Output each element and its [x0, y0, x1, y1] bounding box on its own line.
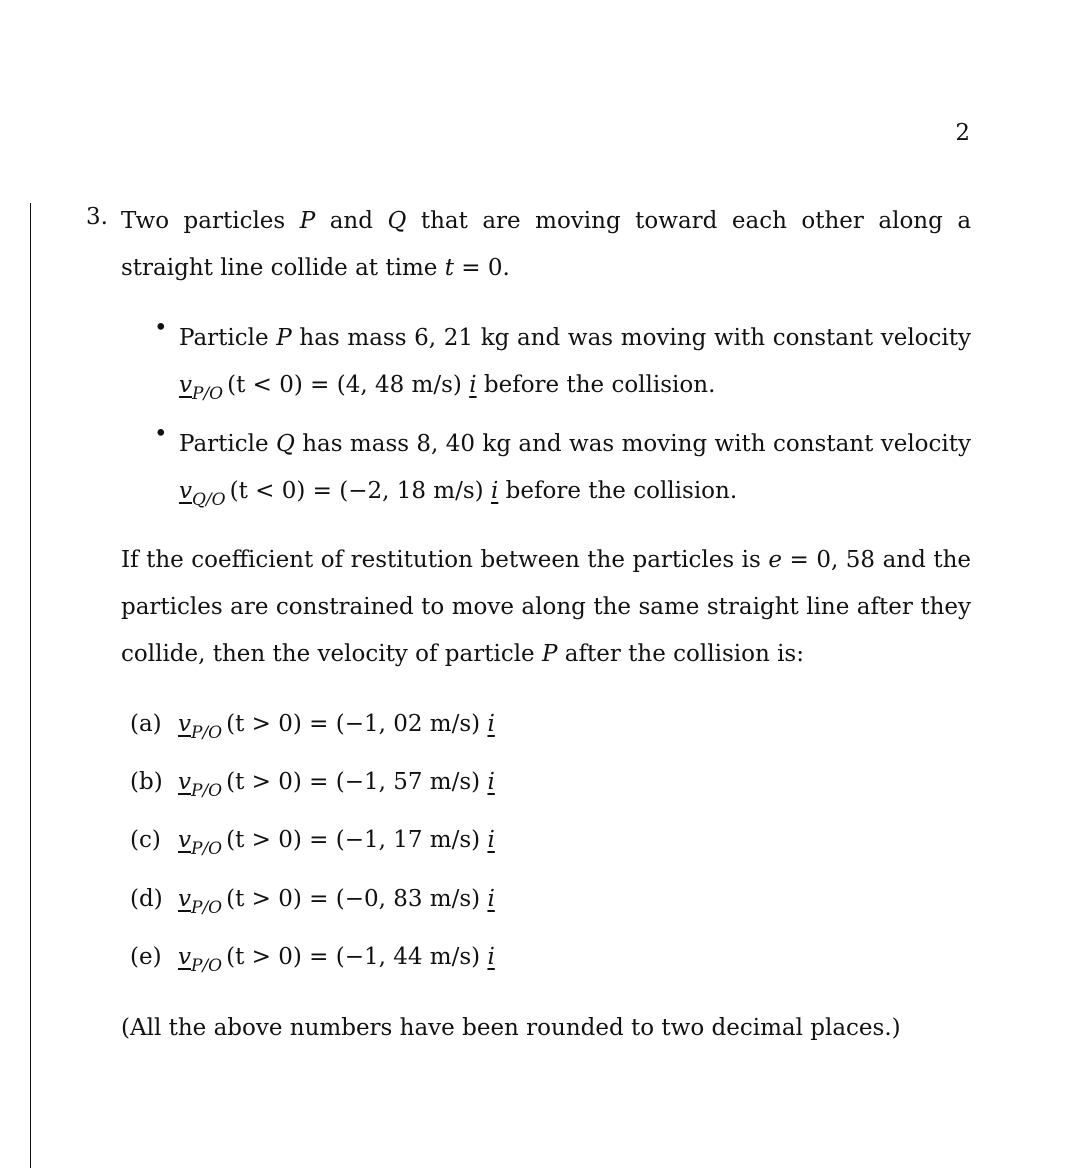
time-condition: (t > 0) — [226, 711, 302, 737]
answer-choice-a[interactable] — [130, 704, 495, 744]
question-intro — [121, 198, 971, 292]
paragraph-text: after the collision is: — [564, 641, 804, 667]
velocity-expression — [179, 478, 499, 510]
choice-label: (b) — [130, 769, 163, 795]
bullet-text: Particle — [179, 431, 269, 457]
question-number: 3. — [86, 204, 108, 230]
velocity-vector: v — [179, 478, 192, 504]
choice-label: (e) — [130, 944, 162, 970]
velocity-value: = (−1, 02 m/s) — [309, 711, 481, 737]
velocity-expression — [179, 372, 477, 404]
velocity-value: = (−2, 18 m/s) — [312, 478, 484, 504]
choice-label: (a) — [130, 711, 162, 737]
answer-choice-b[interactable] — [130, 762, 495, 802]
velocity-value: = (−1, 57 m/s) — [309, 769, 481, 795]
margin-rule — [30, 203, 31, 1168]
velocity-subscript: P/O — [192, 384, 224, 404]
velocity-vector: v — [178, 769, 191, 795]
unit-vector: i — [487, 711, 495, 737]
velocity-value: = (4, 48 m/s) — [310, 372, 462, 398]
velocity-vector: v — [178, 944, 191, 970]
unit-vector: i — [487, 944, 495, 970]
time-relation: = 0. — [461, 255, 510, 281]
bullet-dot: • — [154, 421, 168, 447]
answer-choice-e[interactable] — [130, 937, 495, 977]
particle-q-var: Q — [387, 208, 407, 234]
particle-var: P — [276, 325, 292, 351]
paragraph-text: If the coefficient of restitution between the particles is — [121, 547, 761, 573]
unit-vector: i — [487, 769, 495, 795]
coefficient-var: e — [768, 547, 782, 573]
intro-text: Two particles — [121, 208, 286, 234]
velocity-value: = (−0, 83 m/s) — [309, 886, 481, 912]
paragraph-text: and the particles are constrained to move along the same straight line after they collide, then the velocity of particle — [121, 547, 972, 667]
time-condition: (t < 0) — [227, 372, 303, 398]
time-condition: (t < 0) — [229, 478, 306, 504]
rounding-note: (All the above numbers have been rounded to two decimal places.) — [121, 1015, 901, 1041]
bullet-text: has mass 6, 21 kg and was moving with constant velocity — [299, 325, 971, 351]
velocity-subscript: P/O — [191, 839, 223, 859]
time-condition: (t > 0) — [226, 827, 302, 853]
time-var: t — [444, 255, 454, 281]
velocity-value: = (−1, 44 m/s) — [309, 944, 481, 970]
unit-vector: i — [487, 827, 495, 853]
velocity-vector: v — [178, 886, 191, 912]
bullet-tail: before the collision. — [505, 478, 738, 504]
intro-text: that are moving toward each other along a straight line collide at time — [121, 208, 972, 281]
question-paragraph — [121, 537, 971, 678]
particle-var: P — [541, 641, 558, 667]
velocity-subscript: P/O — [191, 781, 223, 801]
bullet-dot: • — [154, 315, 168, 341]
particle-var: Q — [275, 431, 295, 457]
velocity-vector: v — [178, 827, 191, 853]
velocity-vector: v — [179, 372, 192, 398]
bullet-particle-p — [179, 315, 971, 411]
velocity-value: = (−1, 17 m/s) — [309, 827, 481, 853]
answer-choice-d[interactable] — [130, 879, 495, 919]
bullet-particle-q — [179, 421, 971, 517]
unit-vector: i — [490, 478, 499, 504]
velocity-vector: v — [178, 711, 191, 737]
time-condition: (t > 0) — [226, 944, 302, 970]
choice-label: (d) — [130, 886, 163, 912]
coefficient-value: = 0, 58 — [789, 547, 876, 573]
velocity-subscript: P/O — [191, 898, 223, 918]
time-condition: (t > 0) — [226, 769, 302, 795]
bullet-text: Particle — [179, 325, 269, 351]
velocity-subscript: Q/O — [192, 490, 226, 510]
velocity-subscript: P/O — [191, 723, 223, 743]
time-condition: (t > 0) — [226, 886, 302, 912]
bullet-tail: before the collision. — [483, 372, 716, 398]
choice-label: (c) — [130, 827, 161, 853]
unit-vector: i — [487, 886, 495, 912]
intro-text: and — [329, 208, 373, 234]
answer-choice-c[interactable] — [130, 820, 495, 860]
unit-vector: i — [469, 372, 477, 398]
page-number: 2 — [955, 120, 970, 146]
velocity-subscript: P/O — [191, 956, 223, 976]
bullet-text: has mass 8, 40 kg and was moving with constant velocity — [302, 431, 971, 457]
particle-p-var: P — [299, 208, 316, 234]
